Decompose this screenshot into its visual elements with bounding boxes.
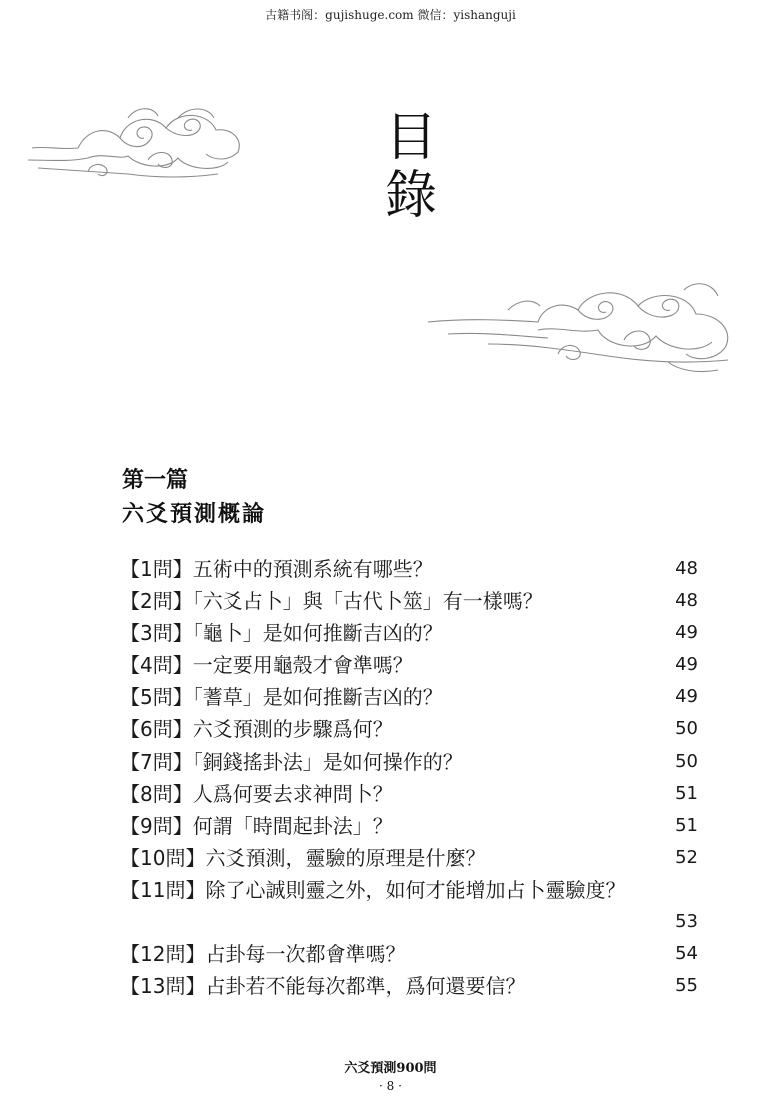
footer-page-number: · 8 · [379,1079,402,1093]
toc-entry-text: 【11問】除了心誠則靈之外，如何才能增加占卜靈驗度？ [120,877,626,902]
toc-entry[interactable] [120,810,710,842]
toc-entry-page: 49 [675,654,698,676]
toc-entry-continuation[interactable] [120,906,710,938]
toc-entry[interactable] [120,938,710,970]
toc-entry-page: 49 [675,622,698,644]
toc-entry-text: 【4問】一定要用龜殼才會準嗎？ [120,653,413,678]
toc-entry-text: 【10問】六爻預測，靈驗的原理是什麼？ [120,845,486,870]
toc-entry-text: 【12問】占卦每一次都會準嗎？ [120,942,406,967]
toc-entry[interactable] [120,681,710,713]
toc-entry[interactable] [120,713,710,745]
toc-entry[interactable] [120,746,710,778]
title-char-1: 目 [384,108,437,168]
toc-entry-page: 50 [675,750,698,772]
toc-entry[interactable] [120,553,710,585]
toc-entry-page: 55 [675,975,698,997]
toc-entry-page: 48 [675,590,698,612]
footer-book-title: 六爻預測900問 [344,1061,437,1076]
toc-entry-text: 【1問】五術中的預測系統有哪些？ [120,557,433,581]
toc-entry[interactable] [120,778,710,810]
toc-entry-page: 48 [675,558,698,579]
toc-entry-text: 【5問】「蓍草」是如何推斷吉凶的？ [120,685,443,710]
section-label: 第一篇 [122,467,189,493]
toc-entry-page: 49 [675,686,698,708]
toc-entry-text: 【13問】占卦若不能每次都準，爲何還要信？ [120,974,526,999]
toc-entry-page: 51 [675,814,698,836]
toc-entry-page: 52 [675,846,698,868]
toc-entry-text: 【7問】「銅錢搖卦法」是如何操作的？ [120,749,463,774]
toc-entry-page: 51 [675,782,698,804]
toc-entry-page: 50 [675,718,698,740]
toc-entry-page: 53 [675,911,698,933]
toc-entry-page: 54 [675,943,698,965]
toc-entry[interactable] [120,842,710,874]
section-subtitle: 六爻預測概論 [122,501,267,527]
toc-entry-text: 【6問】六爻預測的步驟爲何？ [120,717,393,742]
cloud-ornament-right [428,270,738,385]
toc-entry-text: 【8問】人爲何要去求神問卜？ [120,781,393,806]
toc-entry[interactable] [120,617,710,649]
toc-entry-text: 【3問】「龜卜」是如何推斷吉凶的？ [120,621,443,646]
toc-entry[interactable] [120,874,710,906]
toc-entry[interactable] [120,970,710,1002]
toc-entry-text: 【2問】「六爻占卜」與「古代卜筮」有一樣嗎？ [120,589,543,614]
table-of-contents [120,553,710,1002]
toc-entry-text: 【9問】何謂「時間起卦法」？ [120,813,393,838]
site-watermark: 古籍书阁：gujishuge.com 微信：yishanguji [265,8,516,22]
cloud-ornament-left [28,88,258,188]
toc-entry[interactable] [120,585,710,617]
toc-entry[interactable] [120,649,710,681]
title-char-2: 錄 [384,166,437,226]
